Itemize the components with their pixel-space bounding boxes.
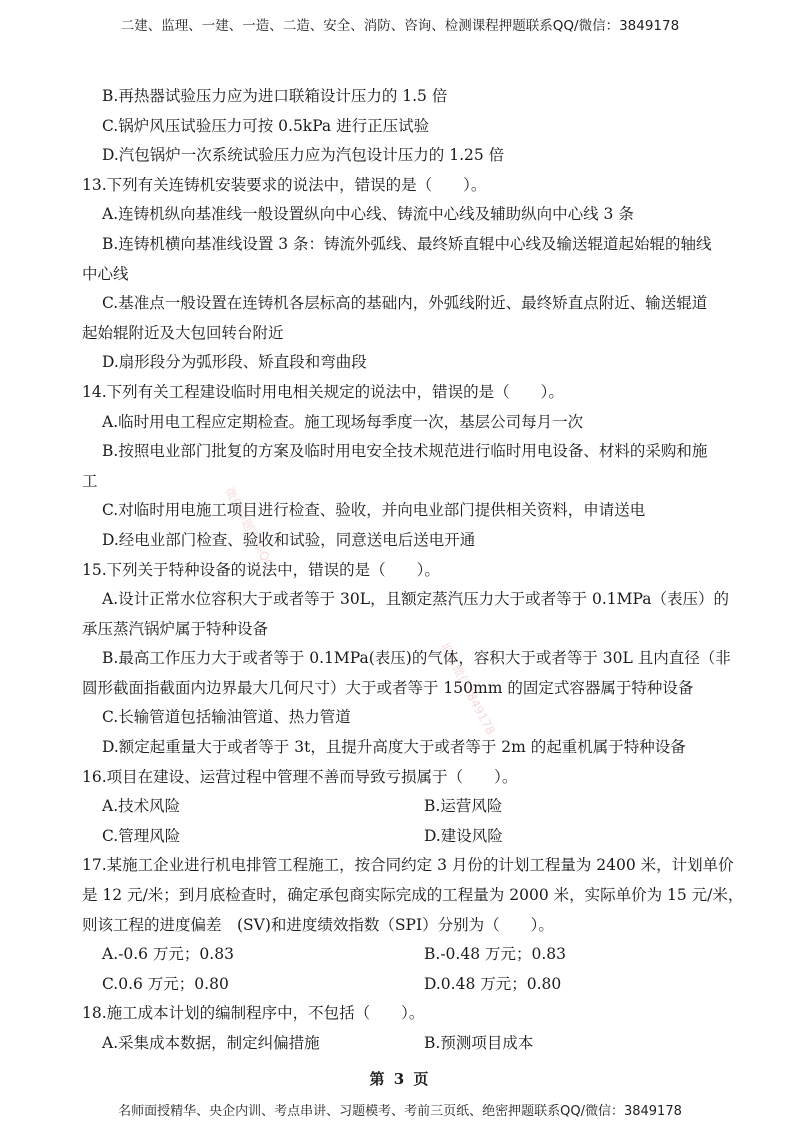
question-17-cont-1: 是 12 元/米；到月底检查时，确定承包商实际完成的工程量为 2000 米，实际单价为 15 元/米，: [82, 886, 744, 905]
q15-option-c: C.长输管道包括输油管道、热力管道: [102, 708, 351, 727]
question-17-cont-2: 则该工程的进度偏差 (SV)和进度绩效指数（SPI）分别为（ ）。: [82, 915, 554, 934]
q14-option-c: C.对临时用电施工项目进行检查、验收，并向电业部门提供相关资料，申请送电: [102, 501, 646, 520]
q12-option-c: C.锅炉风压试验压力可按 0.5kPa 进行正压试验: [102, 116, 430, 135]
q14-option-d: D.经电业部门检查、验收和试验，同意送电后送电开通: [102, 530, 476, 549]
q15-option-b: B.最高工作压力大于或者等于 0.1MPa(表压)的气体，容积大于或者等于 30L 且内直径（非: [102, 649, 731, 668]
q18-option-b: B.预测项目成本: [424, 1034, 534, 1052]
q17-option-c: C.0.6 万元；0.80: [102, 974, 229, 993]
exam-content: [82, 82, 744, 1059]
q15-option-a: A.设计正常水位容积大于或者等于 30L，且额定蒸汽压力大于或者等于 0.1MPa（表压）的: [102, 590, 729, 609]
q13-option-b-cont: 中心线: [82, 264, 129, 283]
q16-option-c: C.管理风险: [102, 826, 181, 845]
q13-option-d: D.扇形段分为弧形段、矫直段和弯曲段: [102, 353, 367, 372]
page-header: 二建、监理、一建、一造、二造、安全、消防、咨询、检测课程押题联系QQ/微信：3849178: [120, 18, 680, 34]
question-13: 13.下列有关连铸机安装要求的说法中，错误的是（ ）。: [82, 175, 487, 194]
q17-option-b: B.-0.48 万元；0.83: [424, 945, 567, 964]
question-14: 14.下列有关工程建设临时用电相关规定的说法中，错误的是（ ）。: [82, 382, 564, 401]
q15-option-d: D.额定起重量大于或者等于 3t，且提升高度大于或者等于 2m 的起重机属于特种设备: [102, 738, 686, 757]
q14-option-b-cont: 工: [82, 471, 98, 490]
q15-option-a-cont: 承压蒸汽锅炉属于特种设备: [82, 619, 269, 638]
q13-option-c-cont: 起始辊附近及大包回转台附近: [82, 323, 284, 342]
q12-option-b: B.再热器试验压力应为进口联箱设计压力的 1.5 倍: [102, 87, 448, 105]
q16-options-row-2: [100, 822, 730, 852]
q14-option-a: A.临时用电工程应定期检查。施工现场每季度一次，基层公司每月一次: [102, 412, 584, 431]
q16-option-d: D.建设风险: [424, 826, 503, 845]
page-number: 第 3 页: [369, 1070, 431, 1088]
q18-options-row-1: [100, 1029, 730, 1059]
question-16: 16.项目在建设、运营过程中管理不善而导致亏损属于（ ）。: [82, 767, 518, 786]
page-footer: 名师面授精华、央企内训、考点串讲、习题模考、考前三页纸、绝密押题联系QQ/微信：3849178: [118, 1104, 682, 1119]
q18-option-a: A.采集成本数据，制定纠偏措施: [102, 1034, 320, 1052]
q16-option-a: A.技术风险: [102, 797, 181, 816]
q17-option-d: D.0.48 万元；0.80: [424, 974, 562, 993]
q16-options-row-1: [100, 792, 730, 822]
q12-option-d: D.汽包锅炉一次系统试验压力应为汽包设计压力的 1.25 倍: [102, 146, 505, 165]
q17-options-row-1: [100, 940, 730, 970]
q13-option-c: C.基准点一般设置在连铸机各层标高的基础内，外弧线附近、最终矫直点附近、输送辊道: [102, 294, 708, 313]
q13-option-b: B.连铸机横向基准线设置 3 条：铸流外弧线、最终矫直辊中心线及输送辊道起始辊的轴线: [102, 234, 712, 253]
q17-option-a: A.-0.6 万元；0.83: [102, 945, 234, 964]
q17-options-row-2: [100, 970, 730, 1000]
watermark-1: 微信押题联系QQ: [221, 484, 277, 572]
question-17: 17.某施工企业进行机电排管工程施工，按合同约定 3 月份的计划工程量为 2400 米，计划单价: [82, 856, 734, 875]
q14-option-b: B.按照电业部门批复的方案及临时用电安全技术规范进行临时用电设备、材料的采购和施: [102, 442, 708, 461]
q16-option-b: B.运营风险: [424, 797, 503, 816]
question-18: 18.施工成本计划的编制程序中，不包括（ ）。: [82, 1004, 425, 1023]
question-15: 15.下列关于特种设备的说法中，错误的是（ ）。: [82, 560, 440, 579]
q15-option-b-cont: 圆形截面指截面内边界最大几何尺寸）大于或者等于 150mm 的固定式容器属于特种设备: [82, 678, 694, 697]
q13-option-a: A.连铸机纵向基准线一般设置纵向中心线、铸流中心线及辅助纵向中心线 3 条: [102, 205, 634, 224]
watermark-2: 联系微信3849178: [437, 640, 498, 738]
